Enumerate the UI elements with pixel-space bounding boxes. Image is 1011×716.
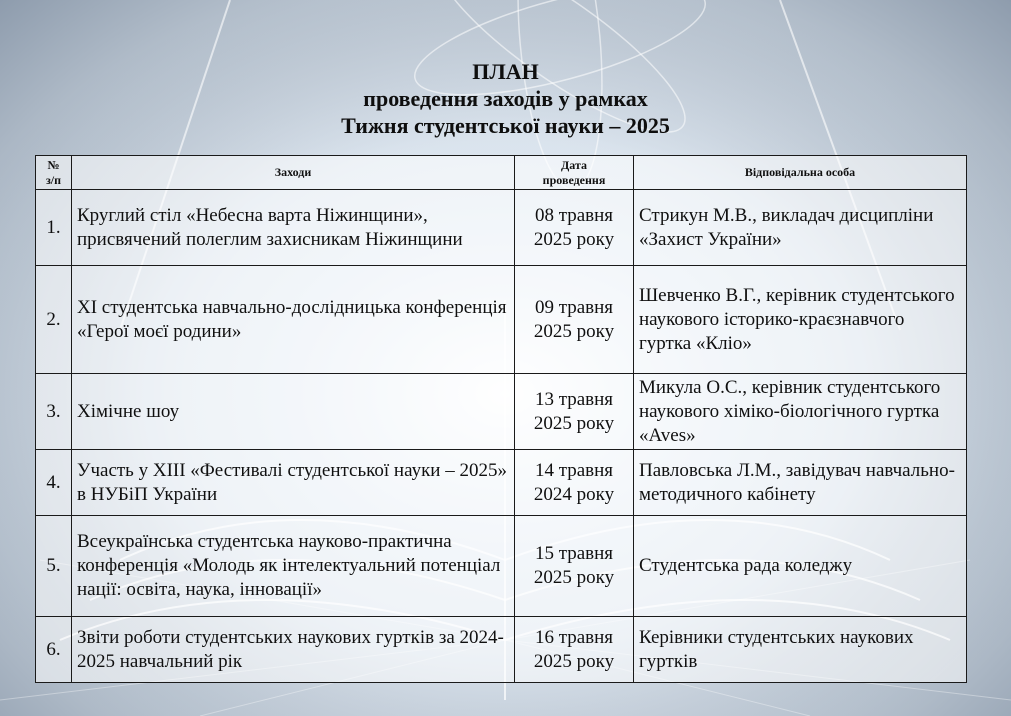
header-date-line-2: проведення	[542, 172, 606, 187]
row-num: 4.	[36, 450, 72, 516]
row-date	[515, 617, 634, 683]
row-person: Керівники студентських наукових гуртків	[634, 617, 967, 683]
header-date-line-1: Дата	[561, 157, 587, 172]
row-date-line-1: 09 травня	[534, 296, 614, 318]
row-date	[515, 190, 634, 266]
table-row	[36, 374, 967, 450]
header-date	[515, 156, 634, 190]
row-event: Всеукраїнська студентська науково-практична конференція «Молодь як інтелектуальний потенціал нації: освіта, наука, інновації»	[72, 516, 515, 617]
title-line-1: ПЛАН	[472, 59, 539, 84]
row-num: 6.	[36, 617, 72, 683]
row-date-line-1: 15 травня	[534, 543, 614, 564]
row-event: Участь у XIII «Фестивалі студентської науки – 2025» в НУБіП України	[72, 450, 515, 516]
table-header-row	[36, 156, 967, 190]
row-date-line-2: 2025 року	[533, 228, 615, 250]
events-table	[35, 155, 967, 683]
document-title	[0, 58, 1011, 139]
header-num-line-1: №	[47, 157, 60, 172]
row-date-line-1: 13 травня	[534, 388, 614, 410]
row-event: Звіти роботи студентських наукових гуртків за 2024-2025 навчальний рік	[72, 617, 515, 683]
row-date-line-2: 2025 року	[533, 567, 615, 588]
row-person: Студентська рада коледжу	[634, 516, 967, 617]
row-date-line-1: 14 травня	[534, 459, 614, 481]
header-num-line-2: з/п	[45, 172, 62, 187]
row-num: 3.	[36, 374, 72, 450]
row-person: Шевченко В.Г., керівник студентського наукового історико-краєзнавчого гуртка «Кліо»	[634, 266, 967, 374]
header-num	[36, 156, 72, 190]
table-row	[36, 450, 967, 516]
table-row	[36, 190, 967, 266]
row-date-line-1: 08 травня	[534, 204, 614, 226]
row-person: Стрикун М.В., викладач дисципліни «Захист України»	[634, 190, 967, 266]
title-line-2: проведення заходів у рамках	[363, 86, 648, 111]
row-date-line-2: 2025 року	[533, 650, 615, 672]
row-date-line-1: 16 травня	[534, 626, 614, 648]
row-date	[515, 374, 634, 450]
row-num: 1.	[36, 190, 72, 266]
row-num: 2.	[36, 266, 72, 374]
row-person: Микула О.С., керівник студентського наукового хіміко-біологічного гуртка «Aves»	[634, 374, 967, 450]
row-date	[515, 450, 634, 516]
row-date	[515, 266, 634, 374]
title-line-3: Тижня студентської науки – 2025	[341, 113, 670, 138]
row-event: XI студентська навчально-дослідницька конференція «Герої моєї родини»	[72, 266, 515, 374]
row-num: 5.	[36, 516, 72, 617]
row-date-line-2: 2025 року	[533, 320, 615, 342]
table-row	[36, 516, 967, 617]
row-date	[515, 516, 634, 617]
row-date-line-2: 2025 року	[533, 412, 615, 434]
row-person: Павловська Л.М., завідувач навчально-методичного кабінету	[634, 450, 967, 516]
header-person: Відповідальна особа	[634, 156, 967, 190]
row-event: Хімічне шоу	[72, 374, 515, 450]
table-row	[36, 266, 967, 374]
table-row	[36, 617, 967, 683]
row-date-line-2: 2024 року	[533, 483, 615, 505]
row-event: Круглий стіл «Небесна варта Ніжинщини», присвячений полеглим захисникам Ніжинщини	[72, 190, 515, 266]
header-event: Заходи	[72, 156, 515, 190]
